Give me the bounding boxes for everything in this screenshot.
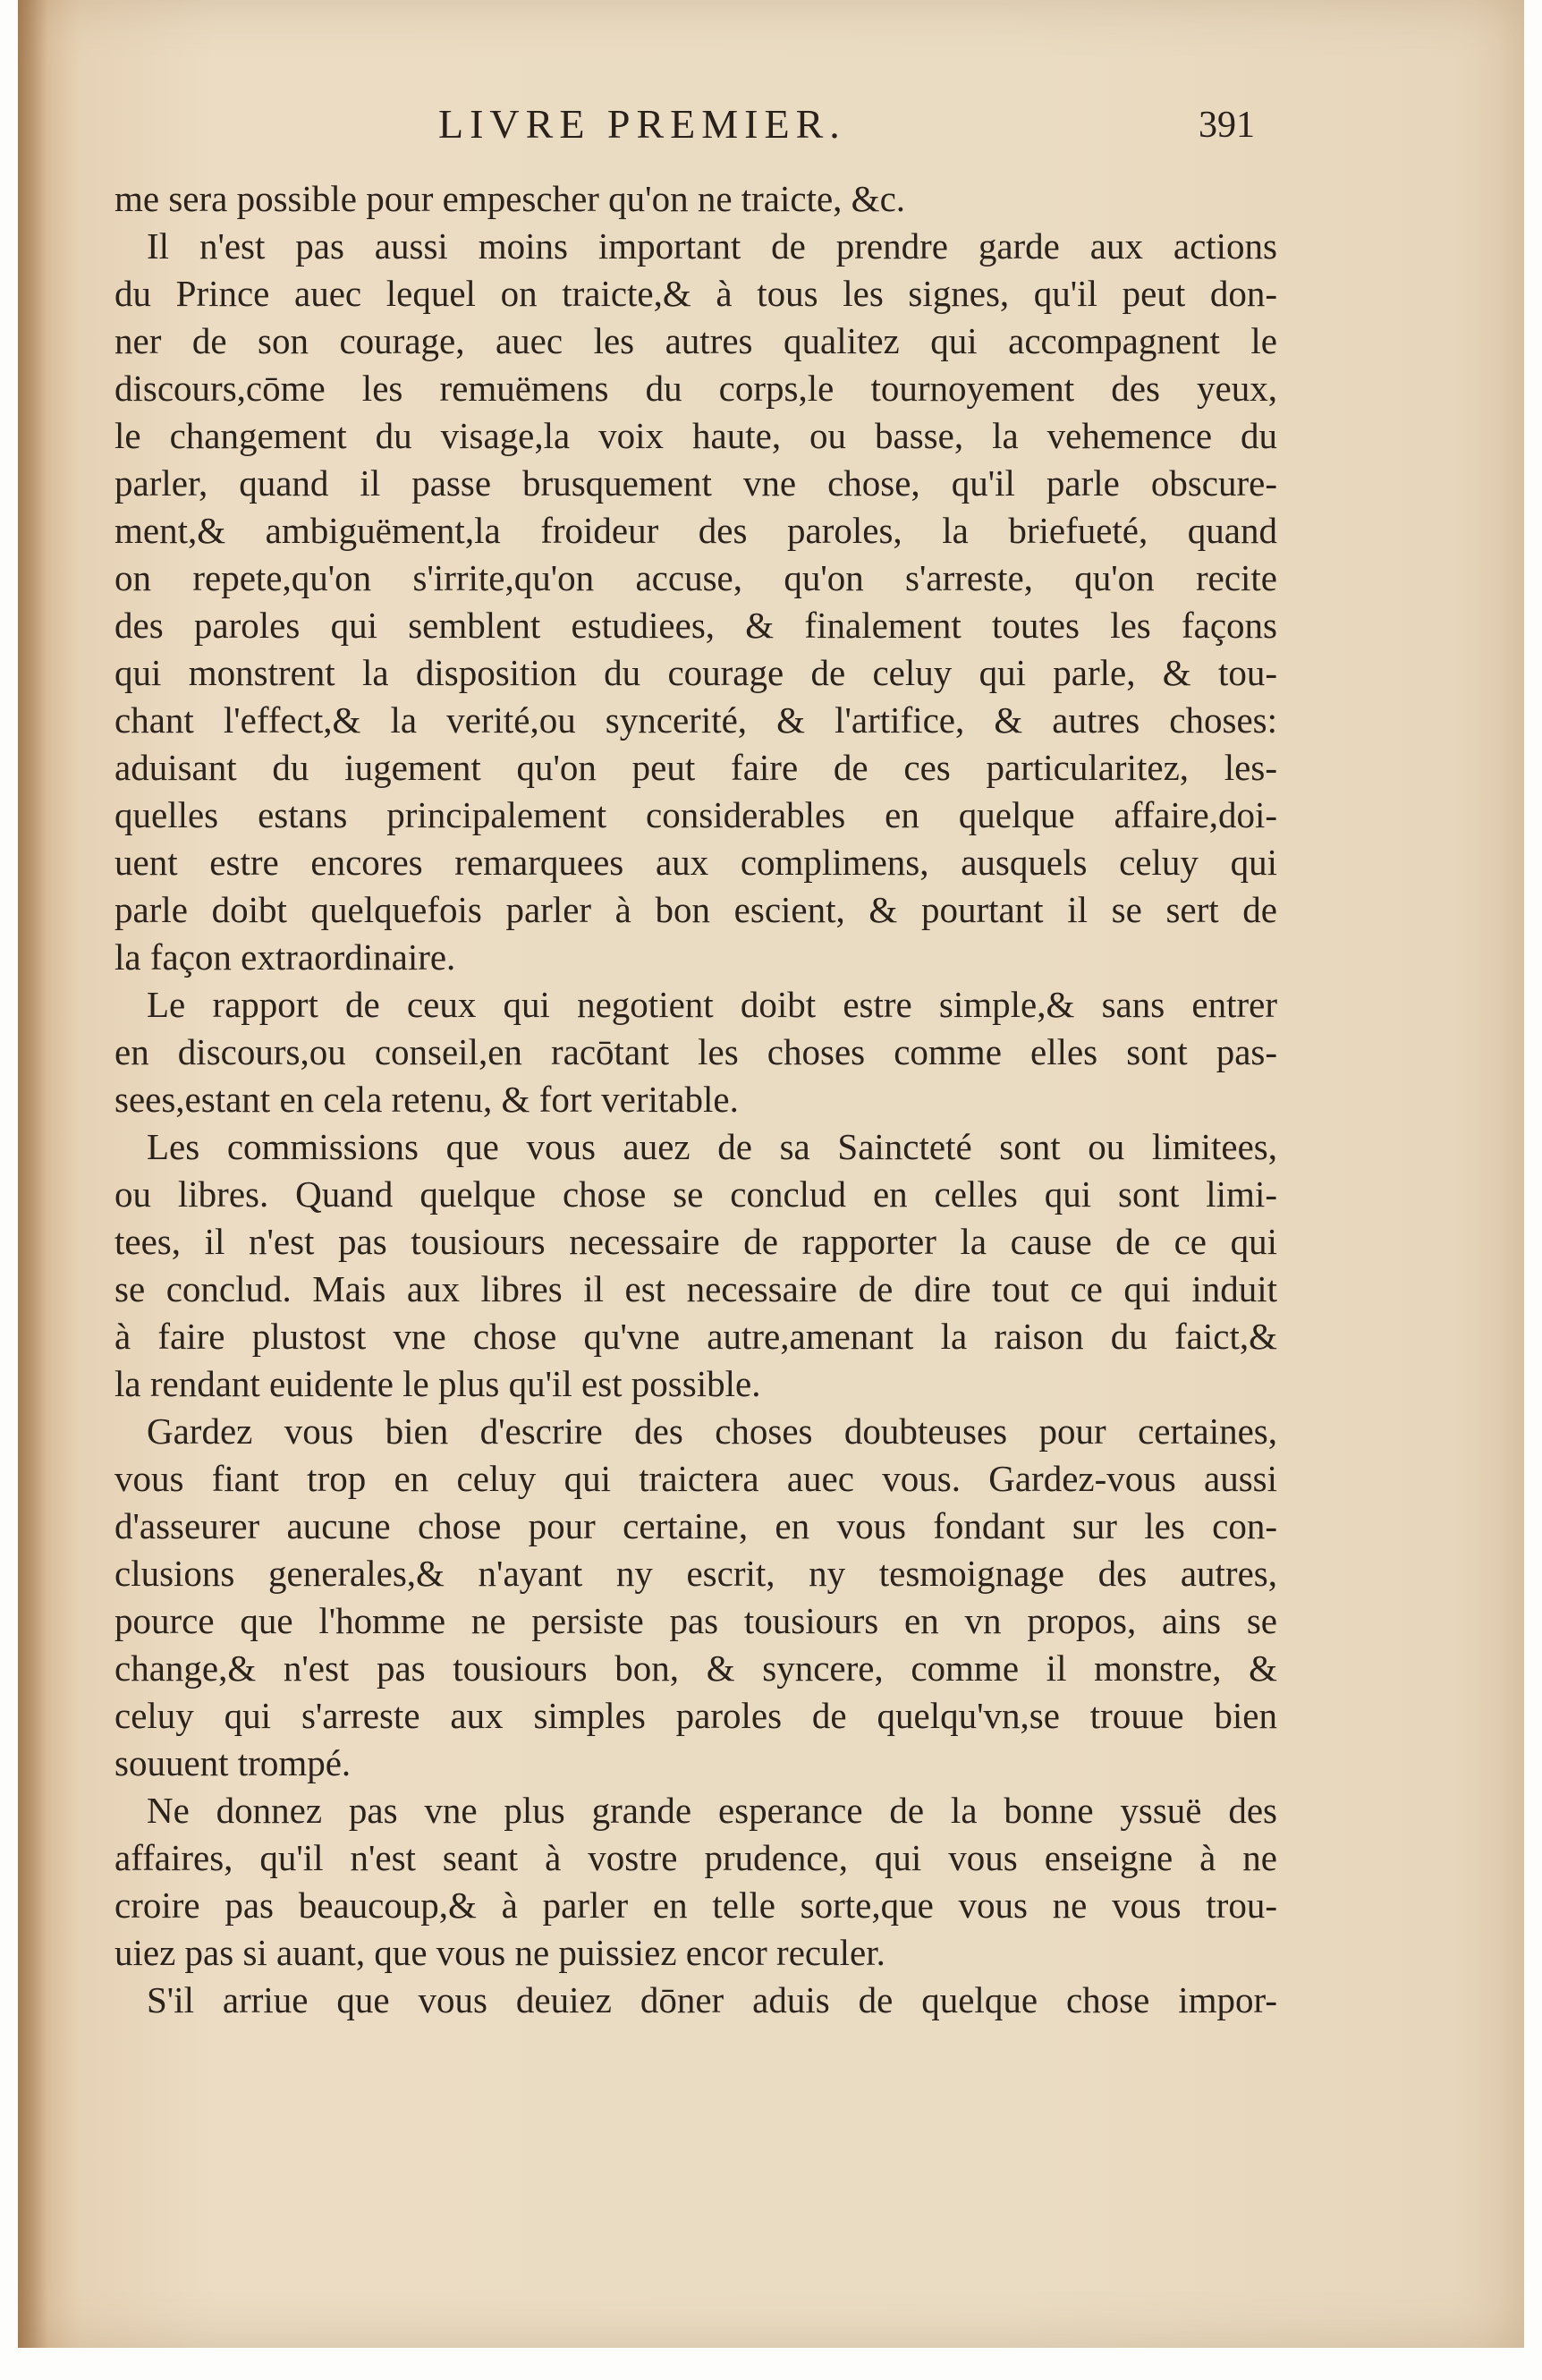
text-line: discours,cōme les remuëmens du corps,le tournoyement des yeux, xyxy=(114,368,1277,409)
text-line: se conclud. Mais aux libres il est necessaire de dire tout ce qui induit xyxy=(114,1268,1277,1309)
text-line: parle doibt quelquefois parler à bon escient, & pourtant il se sert de xyxy=(114,889,1277,930)
page-number: 391 xyxy=(1199,105,1255,146)
text-line: sees,estant en cela retenu, & fort veritable. xyxy=(114,1079,739,1120)
text-line: en discours,ou conseil,en racōtant les choses comme elles sont pas- xyxy=(114,1031,1277,1072)
book-page xyxy=(18,0,1524,2348)
text-line: qui monstrent la disposition du courage de celuy qui parle, & tou- xyxy=(114,652,1277,693)
text-line: Le rapport de ceux qui negotient doibt estre simple,& sans entrer xyxy=(147,984,1277,1025)
text-line: le changement du visage,la voix haute, ou basse, la vehemence du xyxy=(114,415,1277,456)
text-line: à faire plustost vne chose qu'vne autre,amenant la raison du faict,& xyxy=(114,1316,1277,1357)
running-title: LIVRE PREMIER. xyxy=(438,101,846,147)
text-line: aduisant du iugement qu'on peut faire de ces particularitez, les- xyxy=(114,747,1277,788)
text-line: Ne donnez pas vne plus grande esperance de la bonne yssuë des xyxy=(147,1790,1277,1831)
text-line: chant l'effect,& la verité,ou syncerité, & l'artifice, & autres choses: xyxy=(114,699,1277,741)
text-line: tees, il n'est pas tousiours necessaire de rapporter la cause de ce qui xyxy=(114,1221,1277,1262)
text-line: souuent trompé. xyxy=(114,1742,352,1783)
text-line: d'asseurer aucune chose pour certaine, en vous fondant sur les con- xyxy=(114,1505,1277,1546)
text-line: quelles estans principalement considerables en quelque affaire,doi- xyxy=(114,794,1277,835)
text-line: on repete,qu'on s'irrite,qu'on accuse, qu'on s'arreste, qu'on recite xyxy=(114,557,1277,598)
text-line: change,& n'est pas tousiours bon, & syncere, comme il monstre, & xyxy=(114,1647,1277,1689)
text-line: la rendant euidente le plus qu'il est possible. xyxy=(114,1363,761,1404)
text-line: des paroles qui semblent estudiees, & finalement toutes les façons xyxy=(114,605,1277,646)
text-line: parler, quand il passe brusquement vne chose, qu'il parle obscure- xyxy=(114,462,1277,504)
text-line: vous fiant trop en celuy qui traictera auec vous. Gardez-vous aussi xyxy=(114,1458,1277,1499)
text-line: pource que l'homme ne persiste pas tousiours en vn propos, ains se xyxy=(114,1600,1277,1641)
text-line: la façon extraordinaire. xyxy=(114,936,456,978)
text-line: uiez pas si auant, que vous ne puissiez encor reculer. xyxy=(114,1932,885,1973)
text-line: du Prince auec lequel on traicte,& à tous les signes, qu'il peut don- xyxy=(114,273,1277,314)
text-line: celuy qui s'arreste aux simples paroles de quelqu'vn,se trouue bien xyxy=(114,1695,1277,1736)
text-line: ou libres. Quand quelque chose se conclud en celles qui sont limi- xyxy=(114,1173,1277,1215)
page-header xyxy=(18,100,1524,163)
body-text xyxy=(114,175,1277,2024)
text-line: Gardez vous bien d'escrire des choses doubteuses pour certaines, xyxy=(147,1410,1277,1452)
text-line: me sera possible pour empescher qu'on ne traicte, &c. xyxy=(114,178,906,219)
text-line: S'il arriue que vous deuiez dōner aduis de quelque chose impor- xyxy=(147,1979,1277,2020)
text-line: ment,& ambiguëment,la froideur des paroles, la briefueté, quand xyxy=(114,510,1277,551)
text-line: croire pas beaucoup,& à parler en telle sorte,que vous ne vous trou- xyxy=(114,1885,1277,1926)
text-line: clusions generales,& n'ayant ny escrit, ny tesmoignage des autres, xyxy=(114,1553,1277,1594)
text-line: ner de son courage, auec les autres qualitez qui accompagnent le xyxy=(114,320,1277,361)
text-line: affaires, qu'il n'est seant à vostre prudence, qui vous enseigne à ne xyxy=(114,1837,1277,1878)
text-line: Les commissions que vous auez de sa Saincteté sont ou limitees, xyxy=(147,1126,1277,1167)
text-line: uent estre encores remarquees aux complimens, ausquels celuy qui xyxy=(114,842,1277,883)
text-line: Il n'est pas aussi moins important de prendre garde aux actions xyxy=(147,225,1277,267)
